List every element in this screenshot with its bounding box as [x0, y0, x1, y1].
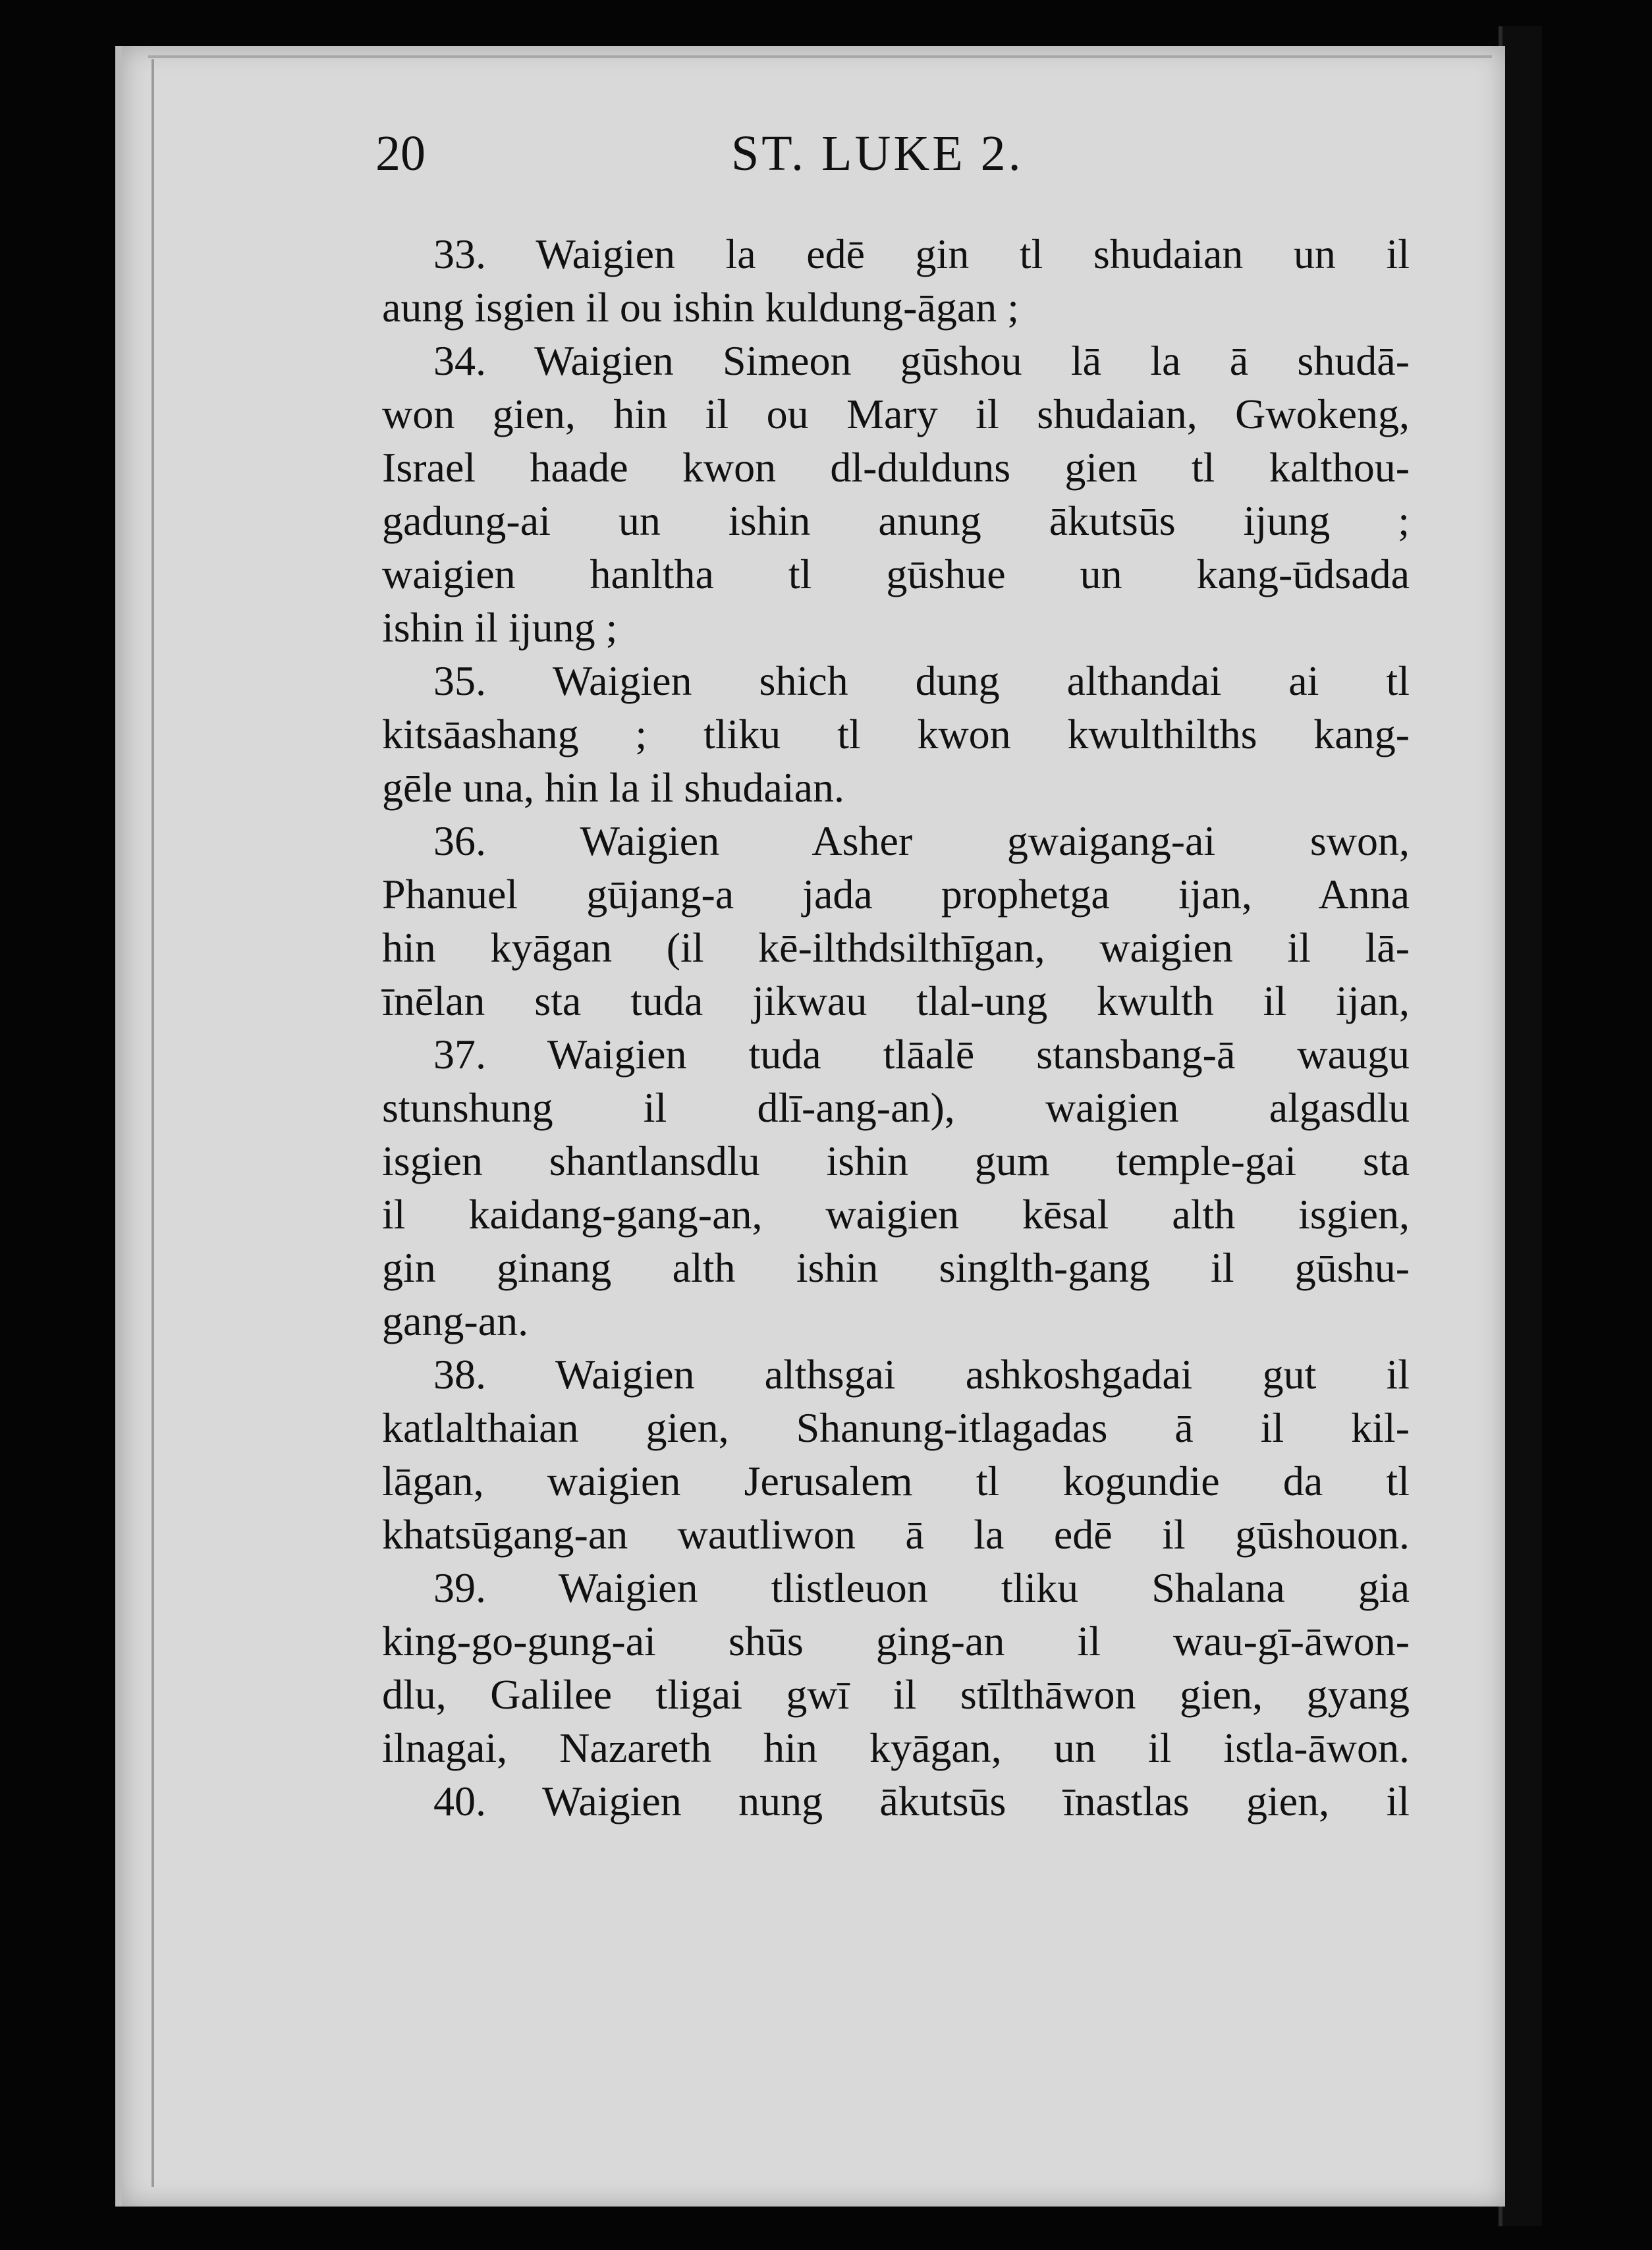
- text-line: 34. Waigien Simeon gūshou lā la ā shudā-: [433, 337, 1410, 384]
- text-line: īnēlan sta tuda jikwau tlal-ung kwulth il ijan,: [382, 977, 1410, 1024]
- text-line: 33. Waigien la edē gin tl shudaian un il: [433, 231, 1410, 277]
- text-line: king-go-gung-ai shūs ging-an il wau-gī-āwon-: [382, 1618, 1410, 1664]
- verse-text-block: [382, 227, 1410, 1828]
- text-line: 36. Waigien Asher gwaigang-ai swon,: [433, 817, 1410, 864]
- text-line: aung isgien il ou ishin kuldung-āgan ;: [382, 284, 1019, 331]
- text-line: dlu, Galilee tligai gwī il stīlthāwon gien, gyang: [382, 1671, 1410, 1718]
- text-line: ishin il ijung ;: [382, 604, 618, 651]
- page-inner-edge: [151, 59, 154, 2187]
- text-line: ilnagai, Nazareth hin kyāgan, un il istla-āwon.: [382, 1724, 1410, 1771]
- text-line: 39. Waigien tlistleuon tliku Shalana gia: [433, 1564, 1410, 1611]
- text-line: waigien hanltha tl gūshue un kang-ūdsada: [382, 551, 1410, 597]
- text-line: 37. Waigien tuda tlāalē stansbang-ā waugu: [433, 1031, 1410, 1078]
- text-line: gēle una, hin la il shudaian.: [382, 764, 845, 811]
- text-line: il kaidang-gang-an, waigien kēsal alth isgien,: [382, 1191, 1410, 1238]
- page-header: [375, 119, 1429, 198]
- running-title: ST. LUKE 2.: [731, 126, 1024, 181]
- text-line: khatsūgang-an wautliwon ā la edē il gūshouon.: [382, 1511, 1410, 1558]
- text-line: Phanuel gūjang-a jada prophetga ijan, Anna: [382, 871, 1410, 918]
- text-line: 40. Waigien nung ākutsūs īnastlas gien, il: [433, 1778, 1410, 1825]
- text-line: 35. Waigien shich dung althandai ai tl: [433, 657, 1410, 704]
- text-line: katlalthaian gien, Shanung-itlagadas ā il kil-: [382, 1404, 1410, 1451]
- text-line: gadung-ai un ishin anung ākutsūs ijung ;: [382, 497, 1410, 544]
- text-line: isgien shantlansdlu ishin gum temple-gai sta: [382, 1138, 1410, 1184]
- text-line: Israel haade kwon dl-dulduns gien tl kalthou-: [382, 444, 1410, 491]
- text-line: gang-an.: [382, 1298, 529, 1344]
- text-line: lāgan, waigien Jerusalem tl kogundie da tl: [382, 1458, 1410, 1504]
- text-line: 38. Waigien althsgai ashkoshgadai gut il: [433, 1351, 1410, 1398]
- page-number: 20: [375, 126, 426, 181]
- text-line: kitsāashang ; tliku tl kwon kwulthilths kang-: [382, 711, 1410, 757]
- text-line: gin ginang alth ishin singlth-gang il gūshu-: [382, 1244, 1410, 1291]
- page-top-edge: [148, 55, 1492, 58]
- text-line: hin kyāgan (il kē-ilthdsilthīgan, waigien il lā-: [382, 924, 1410, 971]
- text-line: won gien, hin il ou Mary il shudaian, Gwokeng,: [382, 391, 1410, 437]
- text-line: stunshung il dlī-ang-an), waigien algasdlu: [382, 1084, 1410, 1131]
